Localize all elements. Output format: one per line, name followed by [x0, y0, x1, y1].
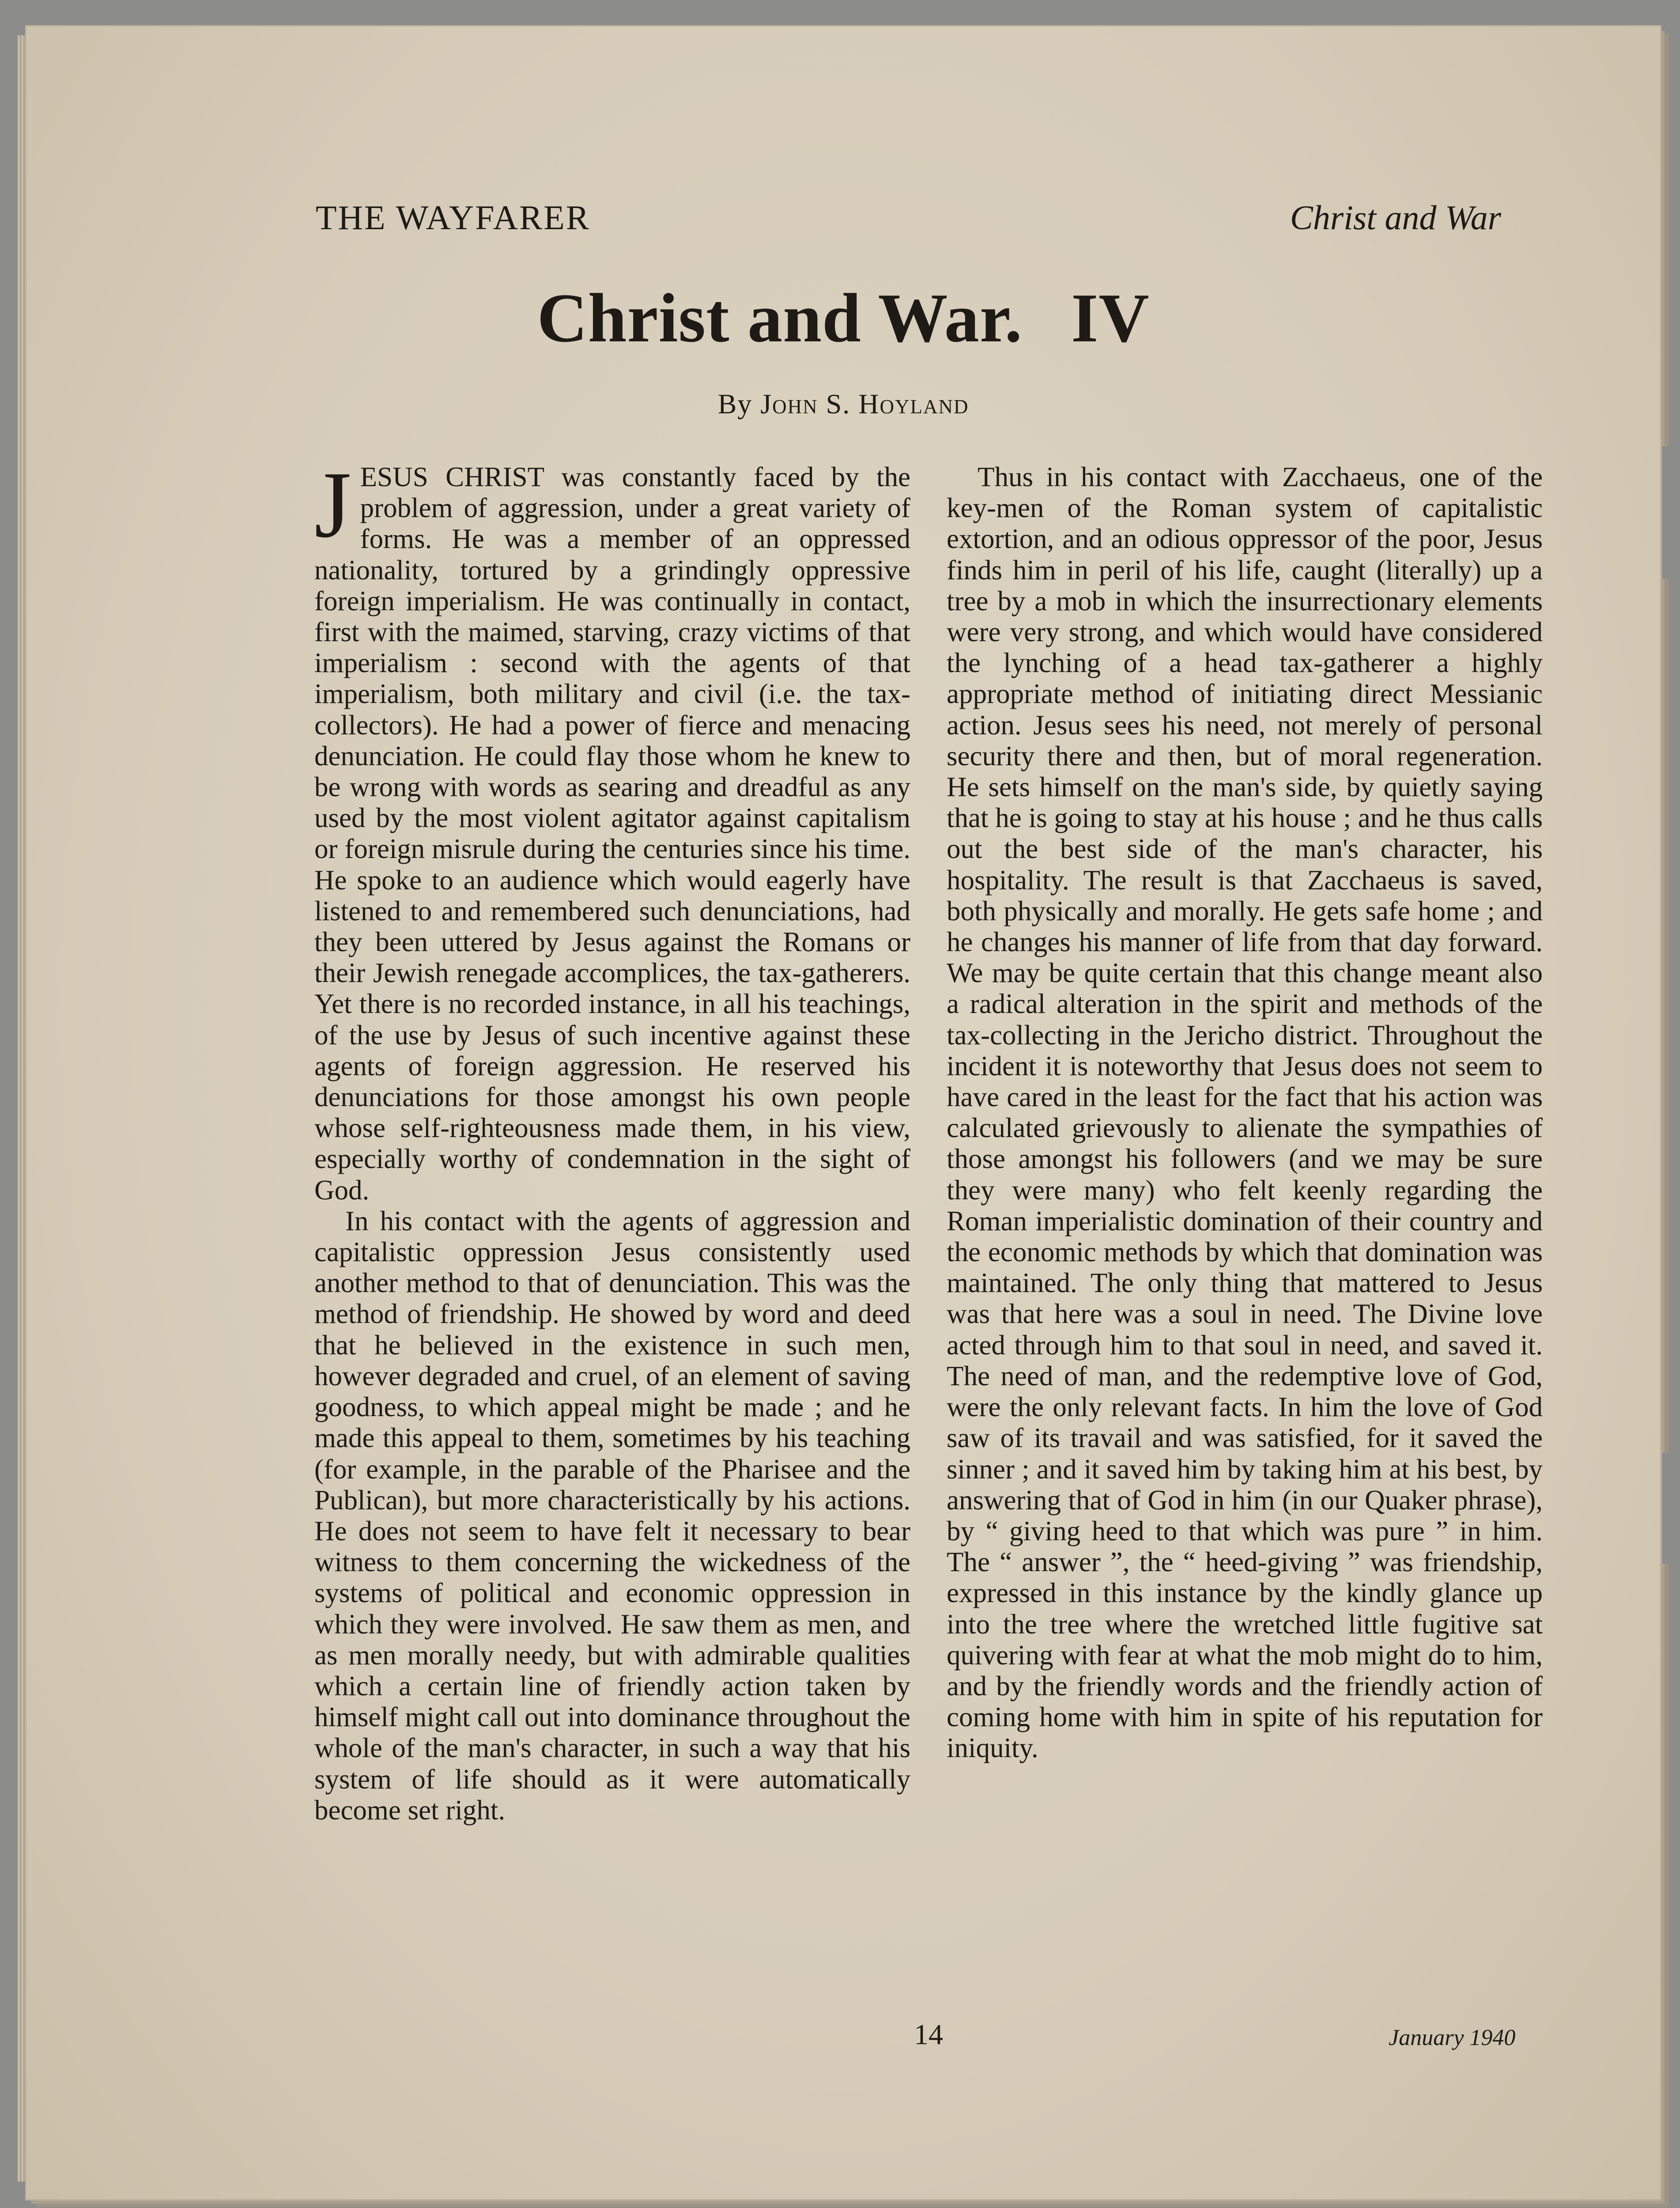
byline-prefix: By: [717, 388, 753, 420]
paragraph-text: ESUS CHRIST was constantly faced by the problem of aggression, under a great variety of forms. He was a member of an oppressed nationality, tortured by a grindingly oppressive foreign imperialism. He was continually in contact, first with the maimed, starving, crazy victims of that imperialism : second with the agents of that imperialism, both military and civil (i.e. the tax-collectors). He had a power of fierce and menacing denunciation. He could flay those whom he knew to be wrong with words as searing and dreadful as any used by the most violent agitator against capitalism or foreign misrule during the centuries since his time. He spoke to an audience which would eagerly have listened to and remembered such denunciations, had they been uttered by Jesus against the Romans or their Jewish renegade accomplices, the tax-gatherers. Yet there is no recorded instance, in all his teachings, of the use by Jesus of such incentive against these agents of foreign aggression. He reserved his denunciations for those amongst his own people whose self-righteousness made them, in his view, especially worthy of condemnation in the sight of God.: [314, 461, 910, 1206]
article-title: [26, 278, 1660, 359]
article-column-left: [314, 452, 910, 1826]
byline: [26, 388, 1660, 420]
page-edge-notch: [1662, 446, 1680, 578]
magazine-page: [26, 26, 1660, 2199]
article-part-number: IV: [1071, 280, 1150, 357]
article-title-text: Christ and War.: [537, 280, 1023, 357]
issue-date: January 1940: [1389, 2025, 1516, 2050]
paragraph: [314, 452, 910, 1206]
page-edge-notch: [1662, 1453, 1680, 1563]
running-header-publication: THE WAYFARER: [316, 198, 590, 237]
drop-cap: J: [314, 452, 351, 557]
article-column-right: [947, 461, 1543, 1764]
paragraph: In his contact with the agents of aggression and capitalistic oppression Jesus consistently used another method to that of denunciation. This was the method of friendship. He showed by word and deed that he believed in the existence in such men, however degraded and cruel, of an element of saving goodness, to which appeal might be made ; and he made this appeal to them, sometimes by his teaching (for example, in the parable of the Pharisee and the Publican), but more characteristically by his actions. He does not seem to have felt it necessary to bear witness to them concerning the wickedness of the systems of political and economic oppression in which they were involved. He saw them as men, and as men morally needy, but with admirable qualities which a certain line of friendly action taken by himself might call out into dominance throughout the whole of the man's character, in such a way that his system of life should as it were automatically become set right.: [314, 1205, 910, 1826]
running-header-section: Christ and War: [1290, 198, 1501, 237]
paragraph: Thus in his contact with Zacchaeus, one of the key-men of the Roman system of capitalistic extortion, and an odious oppressor of the poor, Jesus finds him in peril of his life, caught (literally) up a tree by a mob in which the insurrectionary elements were very strong, and which would have considered the lynching of a head tax-gatherer a highly appropriate method of initiating direct Messianic action. Jesus sees his need, not merely of personal security there and then, but of moral regeneration. He sets himself on the man's side, by quietly saying that he is going to stay at his house ; and he thus calls out the best side of the man's character, his hospitality. The result is that Zacchaeus is saved, both physically and morally. He gets safe home ; and he changes his manner of life from that day forward. We may be quite certain that this change meant also a radical alteration in the spirit and methods of the tax-collecting in the Jericho district. Throughout the incident it is noteworthy that Jesus does not seem to have cared in the least for the fact that his action was calculated grievously to alienate the sympathies of those amongst his followers (and we may be sure they were many) who felt keenly regarding the Roman imperialistic domination of their country and the economic methods by which that domination was maintained. The only thing that mattered to Jesus was that here was a soul in need. The Divine love acted through him to that soul in need, and saved it. The need of man, and the redemptive love of God, were the only relevant facts. In him the love of God saw of its travail and was satisfied, for it saved the sinner ; and it saved him by taking him at his best, by answering that of God in him (in our Quaker phrase), by “ giving heed to that which was pure ” in him. The “ answer ”, the “ heed-giving ” was friendship, expressed in this instance by the kindly glance up into the tree where the wretched little fugitive sat quivering with fear at what the mob might do to him, and by the friendly words and the friendly action of coming home with him in spite of his reputation for iniquity.: [947, 461, 1543, 1764]
byline-author: John S. Hoyland: [760, 388, 969, 420]
page-number: 14: [914, 2019, 943, 2051]
